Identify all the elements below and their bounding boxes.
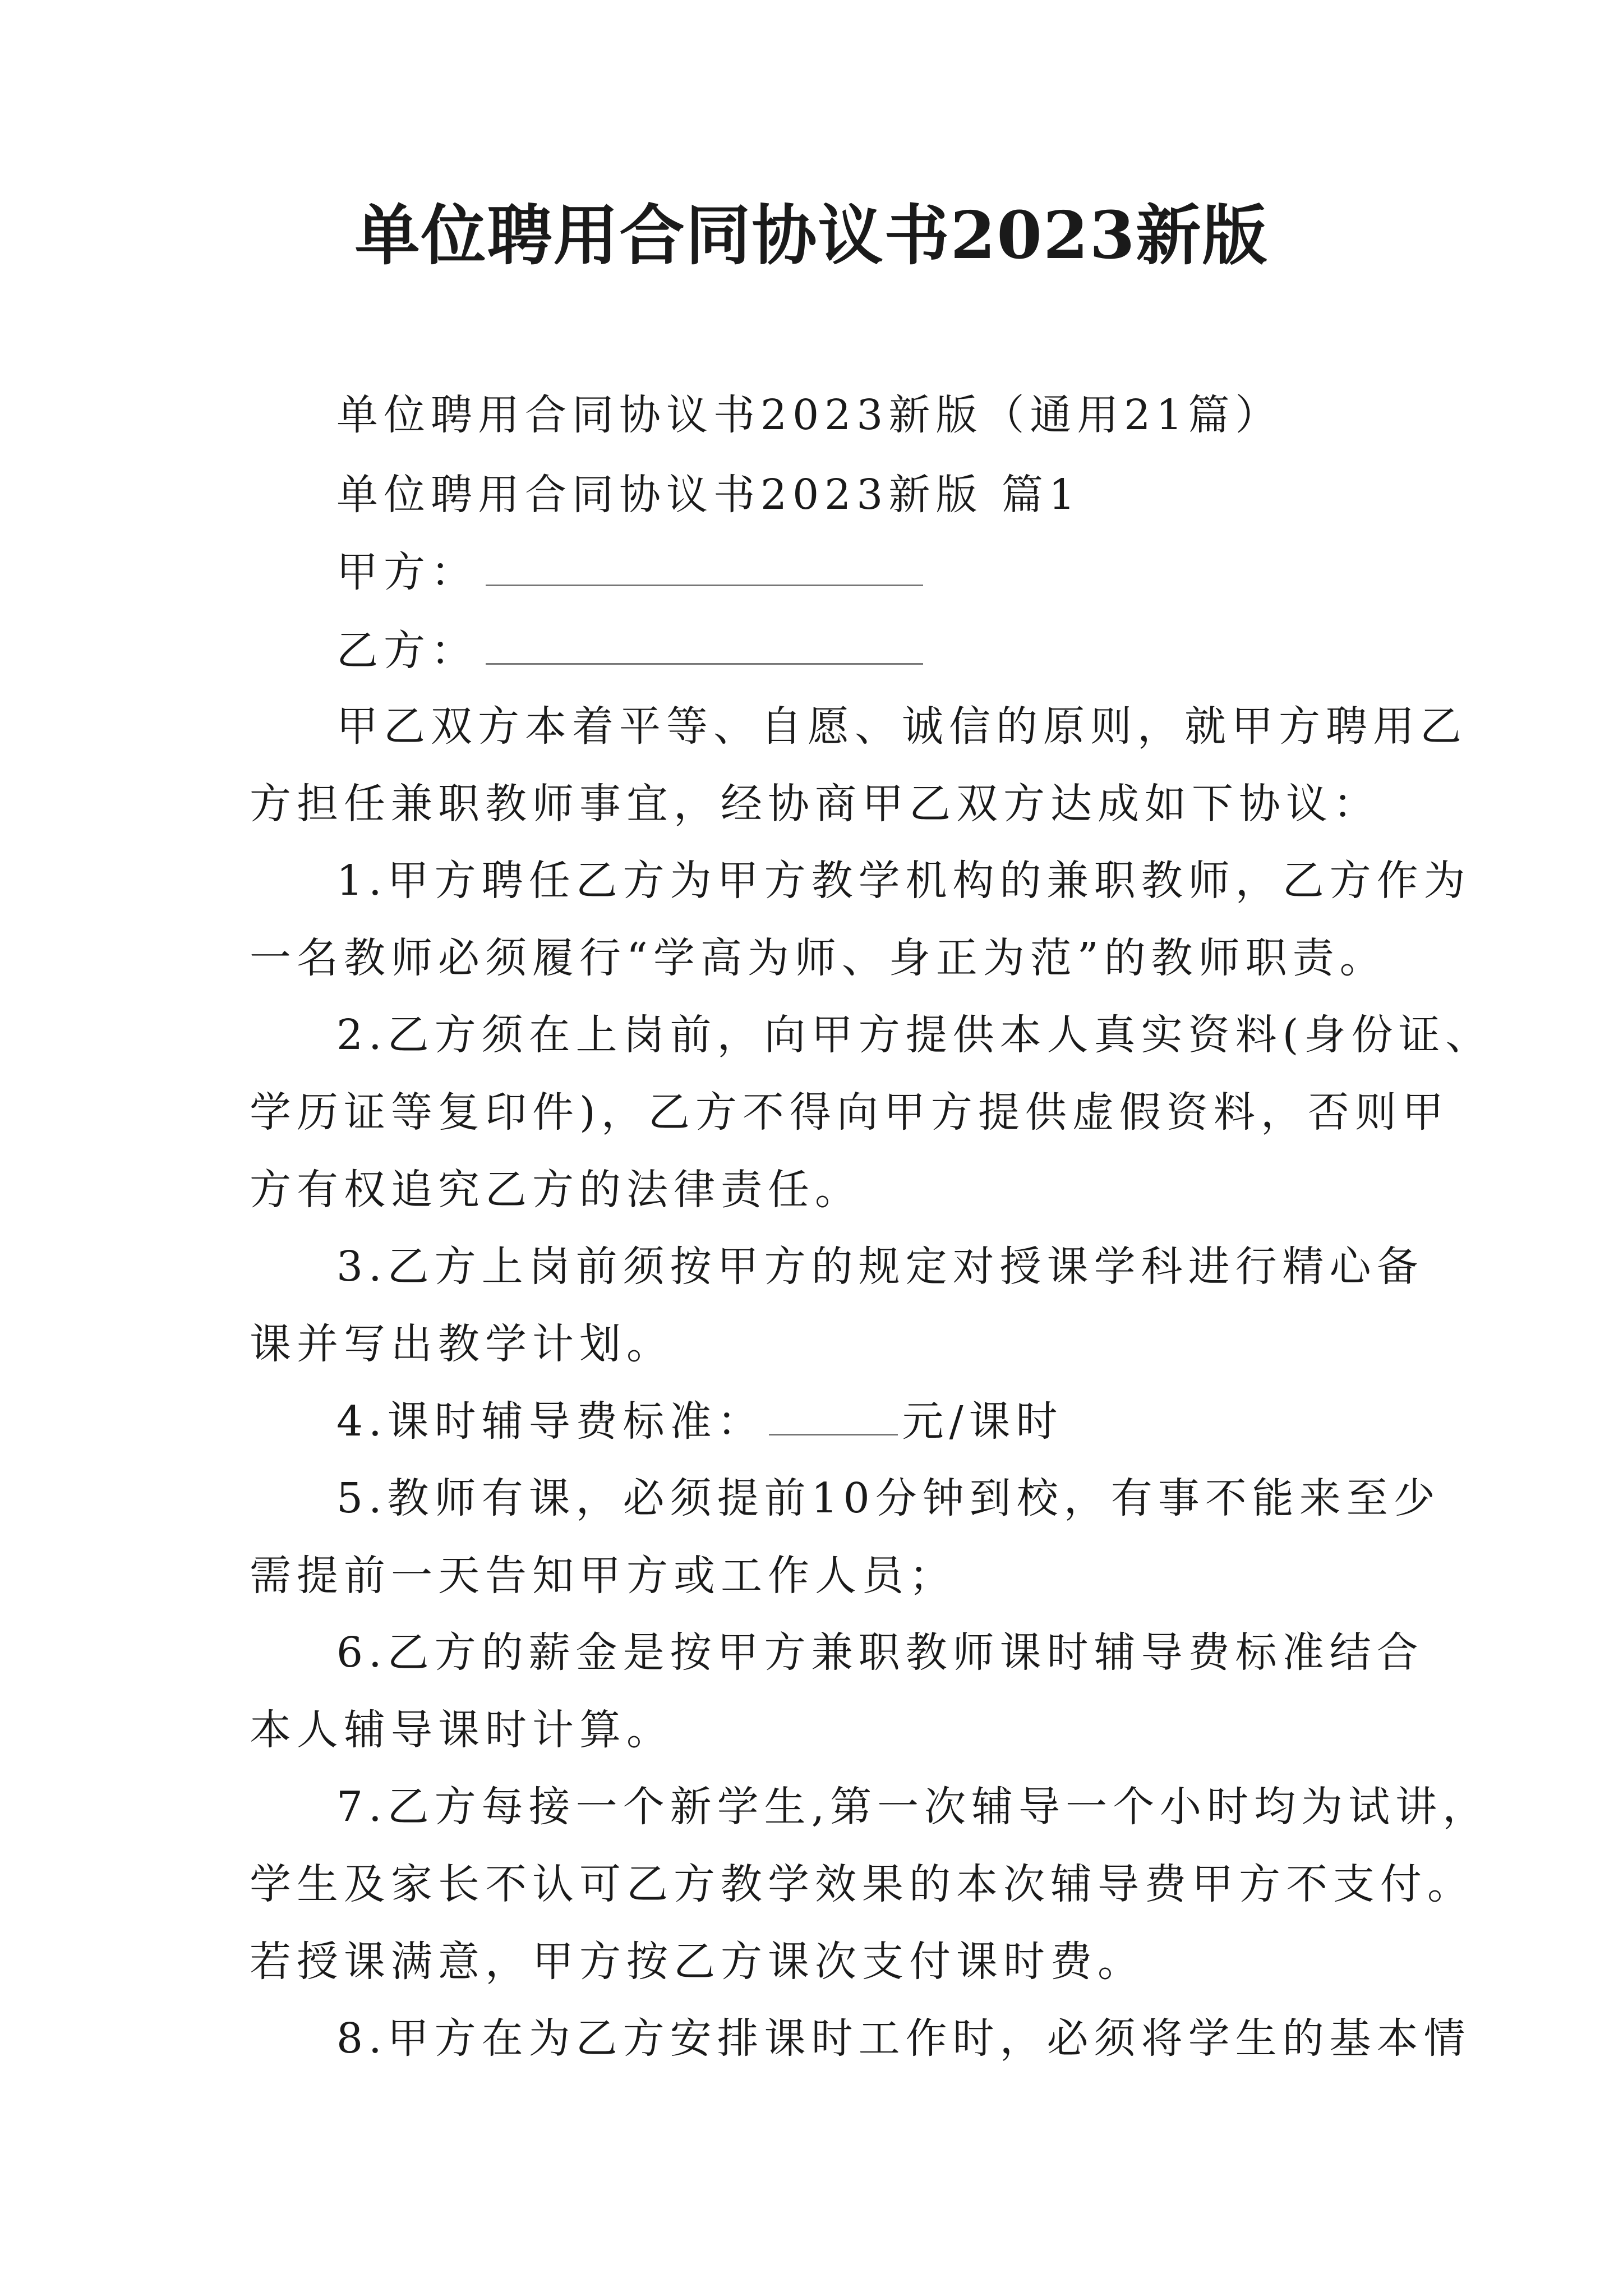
intro-paragraph-line: 方担任兼职教师事宜，经协商甲乙双方达成如下协议： bbox=[250, 780, 1380, 828]
clause-4-line bbox=[336, 1393, 1063, 1450]
clause-8-line: 8.甲方在为乙方安排课时工作时，必须将学生的基本情 bbox=[336, 2014, 1471, 2063]
party-b-blank bbox=[486, 629, 923, 665]
clause-3-line: 课并写出教学计划。 bbox=[250, 1320, 674, 1368]
party-a-label: 甲方： bbox=[336, 548, 478, 596]
clause-1-line: 1.甲方聘任乙方为甲方教学机构的兼职教师，乙方作为 bbox=[336, 857, 1471, 905]
fee-standard-label: 4.课时辅导费标准： bbox=[336, 1397, 764, 1446]
clause-1-line: 一名教师必须履行“学高为师、身正为范”的教师职责。 bbox=[250, 934, 1387, 982]
clause-6-line: 本人辅导课时计算。 bbox=[250, 1706, 674, 1754]
clause-2-line: 2.乙方须在上岗前，向甲方提供本人真实资料(身份证、 bbox=[336, 1011, 1493, 1059]
document-title: 单位聘用合同协议书2023新版 bbox=[354, 197, 1269, 274]
clause-7-line: 7.乙方每接一个新学生,第一次辅导一个小时均为试讲， bbox=[336, 1783, 1490, 1831]
fee-unit: 元/课时 bbox=[902, 1397, 1063, 1446]
party-b-line bbox=[336, 623, 923, 679]
clause-5-line: 5.教师有课，必须提前10分钟到校，有事不能来至少 bbox=[336, 1474, 1441, 1522]
party-a-blank bbox=[486, 551, 923, 586]
section-heading: 单位聘用合同协议书2023新版 篇1 bbox=[336, 471, 1081, 519]
intro-paragraph-line: 甲乙双方本着平等、自愿、诚信的原则，就甲方聘用乙 bbox=[336, 702, 1467, 751]
clause-3-line: 3.乙方上岗前须按甲方的规定对授课学科进行精心备 bbox=[336, 1243, 1424, 1291]
document-subtitle: 单位聘用合同协议书2023新版（通用21篇） bbox=[336, 391, 1283, 439]
clause-7-line: 学生及家长不认可乙方教学效果的本次辅导费甲方不支付。 bbox=[250, 1860, 1474, 1908]
clause-2-line: 方有权追究乙方的法律责任。 bbox=[250, 1166, 862, 1214]
clause-7-line: 若授课满意，甲方按乙方课次支付课时费。 bbox=[250, 1938, 1145, 1986]
party-b-label: 乙方： bbox=[336, 627, 478, 675]
clause-6-line: 6.乙方的薪金是按甲方兼职教师课时辅导费标准结合 bbox=[336, 1628, 1424, 1677]
clause-5-line: 需提前一天告知甲方或工作人员； bbox=[250, 1552, 956, 1600]
clause-2-line: 学历证等复印件)，乙方不得向甲方提供虚假资料，否则甲 bbox=[250, 1088, 1449, 1137]
fee-amount-blank bbox=[769, 1400, 898, 1435]
party-a-line bbox=[336, 544, 923, 600]
